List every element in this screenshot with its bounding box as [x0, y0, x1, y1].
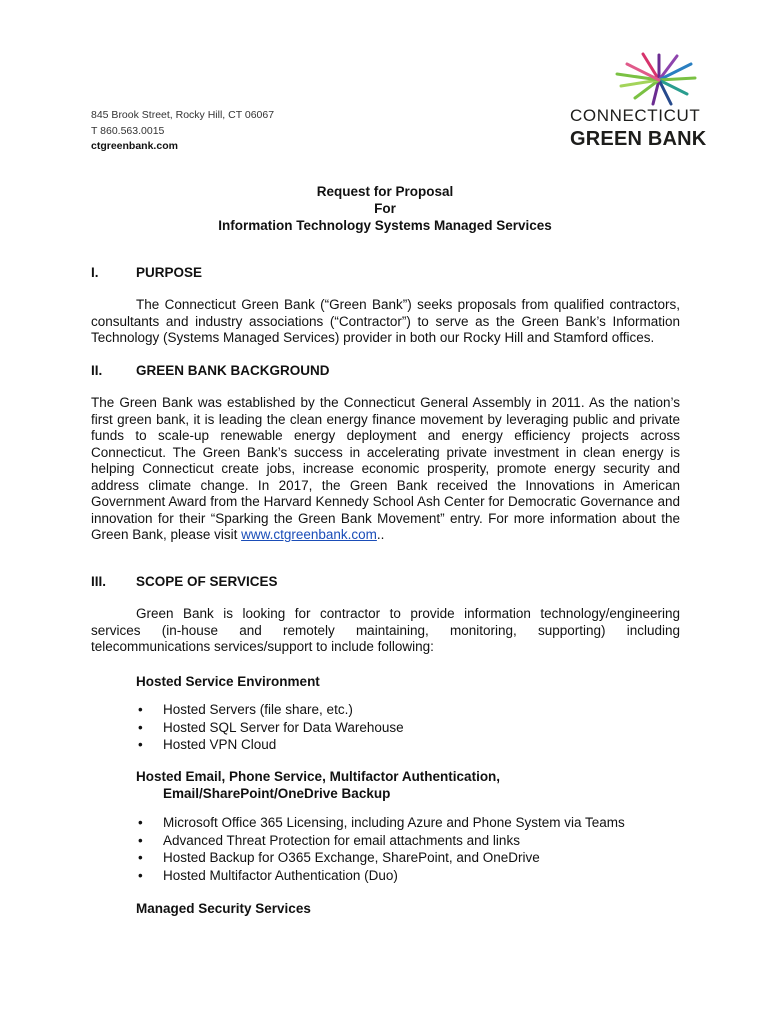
website-link[interactable]: www.ctgreenbank.com: [241, 527, 377, 542]
hosted-environment-list: [136, 701, 404, 754]
subheading-hosted-email: [136, 769, 500, 802]
background-paragraph: [91, 395, 680, 544]
list-item: • Microsoft Office 365 Licensing, including Azure and Phone System via Teams: [136, 814, 625, 832]
logo-text-green-bank: GREEN BANK: [570, 128, 707, 150]
list-item: • Hosted Backup for O365 Exchange, SharePoint, and OneDrive: [136, 849, 625, 867]
title-line-3: Information Technology Systems Managed Services: [218, 218, 552, 233]
section-title: GREEN BANK BACKGROUND: [136, 363, 330, 378]
section-heading-background: [91, 363, 330, 378]
purpose-text: The Connecticut Green Bank (“Green Bank”) seeks proposals from qualified contractors, consultants and industry associations (“Contractor”) to serve as the Green Bank’s Information Technology (Systems Managed Services) provider in both our Rocky Hill and Stamford offices.: [91, 297, 680, 345]
section-number: I.: [91, 265, 99, 280]
background-text: The Green Bank was established by the Connecticut General Assembly in 2011. As the nation’s first green bank, it is leading the clean energy finance movement by leveraging public and private funds to scale-up renewable energy deployment and energy efficiency projects across Connecticut. The Green Bank’s success in accelerating private investment in clean energy is helping Connecticut create jobs, increase economic prosperity, promote energy security and address climate change. In 2017, the Green Bank received the Innovations in American Government Award from the Harvard Kennedy School Ash Center for Democratic Governance and innovation for their “Sparking the Green Bank Movement” entry. For more information about the Green Bank, please visit: [91, 395, 680, 542]
list-item: • Hosted Servers (file share, etc.): [136, 701, 404, 719]
list-item: • Advanced Threat Protection for email attachments and links: [136, 832, 625, 850]
subheading-managed-security: Managed Security Services: [136, 901, 311, 916]
starburst-logo-icon: [613, 52, 713, 107]
section-title: SCOPE OF SERVICES: [136, 574, 278, 589]
letterhead-contact: [91, 108, 274, 155]
section-heading-scope: [91, 574, 278, 589]
subheading-line-1: Hosted Email, Phone Service, Multifactor Authentication,: [136, 769, 501, 784]
scope-paragraph: [91, 606, 680, 656]
list-item: • Hosted SQL Server for Data Warehouse: [136, 719, 404, 737]
phone-line: T 860.563.0015: [91, 124, 165, 137]
section-title: PURPOSE: [136, 265, 203, 280]
website-line: ctgreenbank.com: [91, 140, 178, 152]
subheading-hosted-environment: Hosted Service Environment: [136, 674, 320, 689]
section-number: II.: [91, 363, 103, 378]
subheading-line-2: Email/SharePoint/OneDrive Backup: [163, 785, 391, 801]
scope-text: Green Bank is looking for contractor to provide information technology/engineering services (in-house and remotely maintaining, monitoring, supporting) including telecommunications services/support to include following:: [91, 606, 680, 654]
section-number: III.: [91, 574, 107, 589]
section-heading-purpose: [91, 265, 202, 280]
hosted-email-list: [136, 814, 625, 884]
list-item: • Hosted VPN Cloud: [136, 736, 404, 754]
link-trailing: ..: [376, 527, 385, 542]
purpose-paragraph: [91, 297, 680, 347]
title-line-2: For: [374, 201, 396, 216]
list-item: • Hosted Multifactor Authentication (Duo): [136, 867, 625, 885]
title-line-1: Request for Proposal: [316, 184, 454, 199]
logo-text-connecticut: CONNECTICUT: [570, 106, 701, 125]
address-line: 845 Brook Street, Rocky Hill, CT 06067: [91, 109, 275, 121]
document-title: [0, 183, 770, 234]
